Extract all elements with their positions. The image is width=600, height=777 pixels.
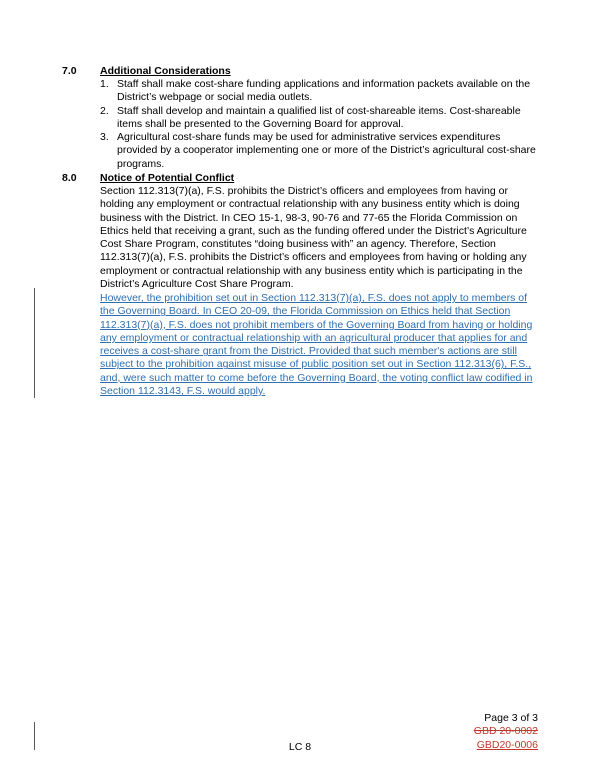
list-item <box>100 78 540 105</box>
revision-change-bar <box>34 288 35 398</box>
list-item-text: Staff shall make cost-share funding applications and information packets available on the District’s webpage or social media outlets. <box>117 78 531 104</box>
deleted-document-ref: GBD 20-0002 <box>473 725 538 738</box>
list-item-number: 2. <box>100 104 109 117</box>
list-item-number: 1. <box>100 78 109 90</box>
section-7-title: Additional Considerations <box>100 65 231 77</box>
section-7-list <box>100 78 540 171</box>
list-item-number: 3. <box>100 131 109 144</box>
footer-label: LC 8 <box>288 741 312 753</box>
section-8-title: Notice of Potential Conflict <box>100 172 235 184</box>
section-7-number: 7.0 <box>62 65 77 77</box>
inserted-document-ref: GBD20-0006 <box>476 738 538 751</box>
list-item-text: Agricultural cost-share funds may be used for administrative services expenditures provided by a cooperator implementing one or more of the District’s agricultural cost-share programs. <box>117 131 536 170</box>
section-8-revision-paragraph: However, the prohibition set out in Section 112.313(7)(a), F.S. does not apply to members of the Governing Board. In CEO 20-09, the Florida Commission on Ethics held that Section 112.313(7)(a), F.S. does not prohibit members of the Governing Board from having or holding any employment or contractual relationship with an agricultural producer that applies for and receives a cost-share grant from the District. Provided that such member's actions are still subject to the prohibition against misuse of public position set out in Section 112.313(6), F.S., and, were such matter to come before the Governing Board, the voting conflict law codified in Section 112.3143, F.S. would apply. <box>100 292 533 398</box>
list-item-text: Staff shall develop and maintain a qualified list of cost-shareable items. Cost-shareable items shall be presented to the Governing Board for approval. <box>117 104 521 130</box>
section-8-number: 8.0 <box>62 172 77 184</box>
list-item <box>100 131 540 171</box>
list-item <box>100 105 540 132</box>
section-8-paragraph: Section 112.313(7)(a), F.S. prohibits the District’s officers and employees from having or holding any employment or contractual relationship with any business entity which is doing business with the District. In CEO 15-1, 98-3, 90-76 and 77-65 the Florida Commission on Ethics held that receiving a grant, such as the funding offered under the District’s Agriculture Cost Share Program, constitutes “doing business with” an agency. Therefore, Section 112.313(7)(a), F.S. prohibits the District’s officers and employees from having or holding any employment or contractual relationship with any business entity which is participating in the District’s Agriculture Cost Share Program. <box>100 185 527 291</box>
page-number: Page 3 of 3 <box>484 712 538 724</box>
